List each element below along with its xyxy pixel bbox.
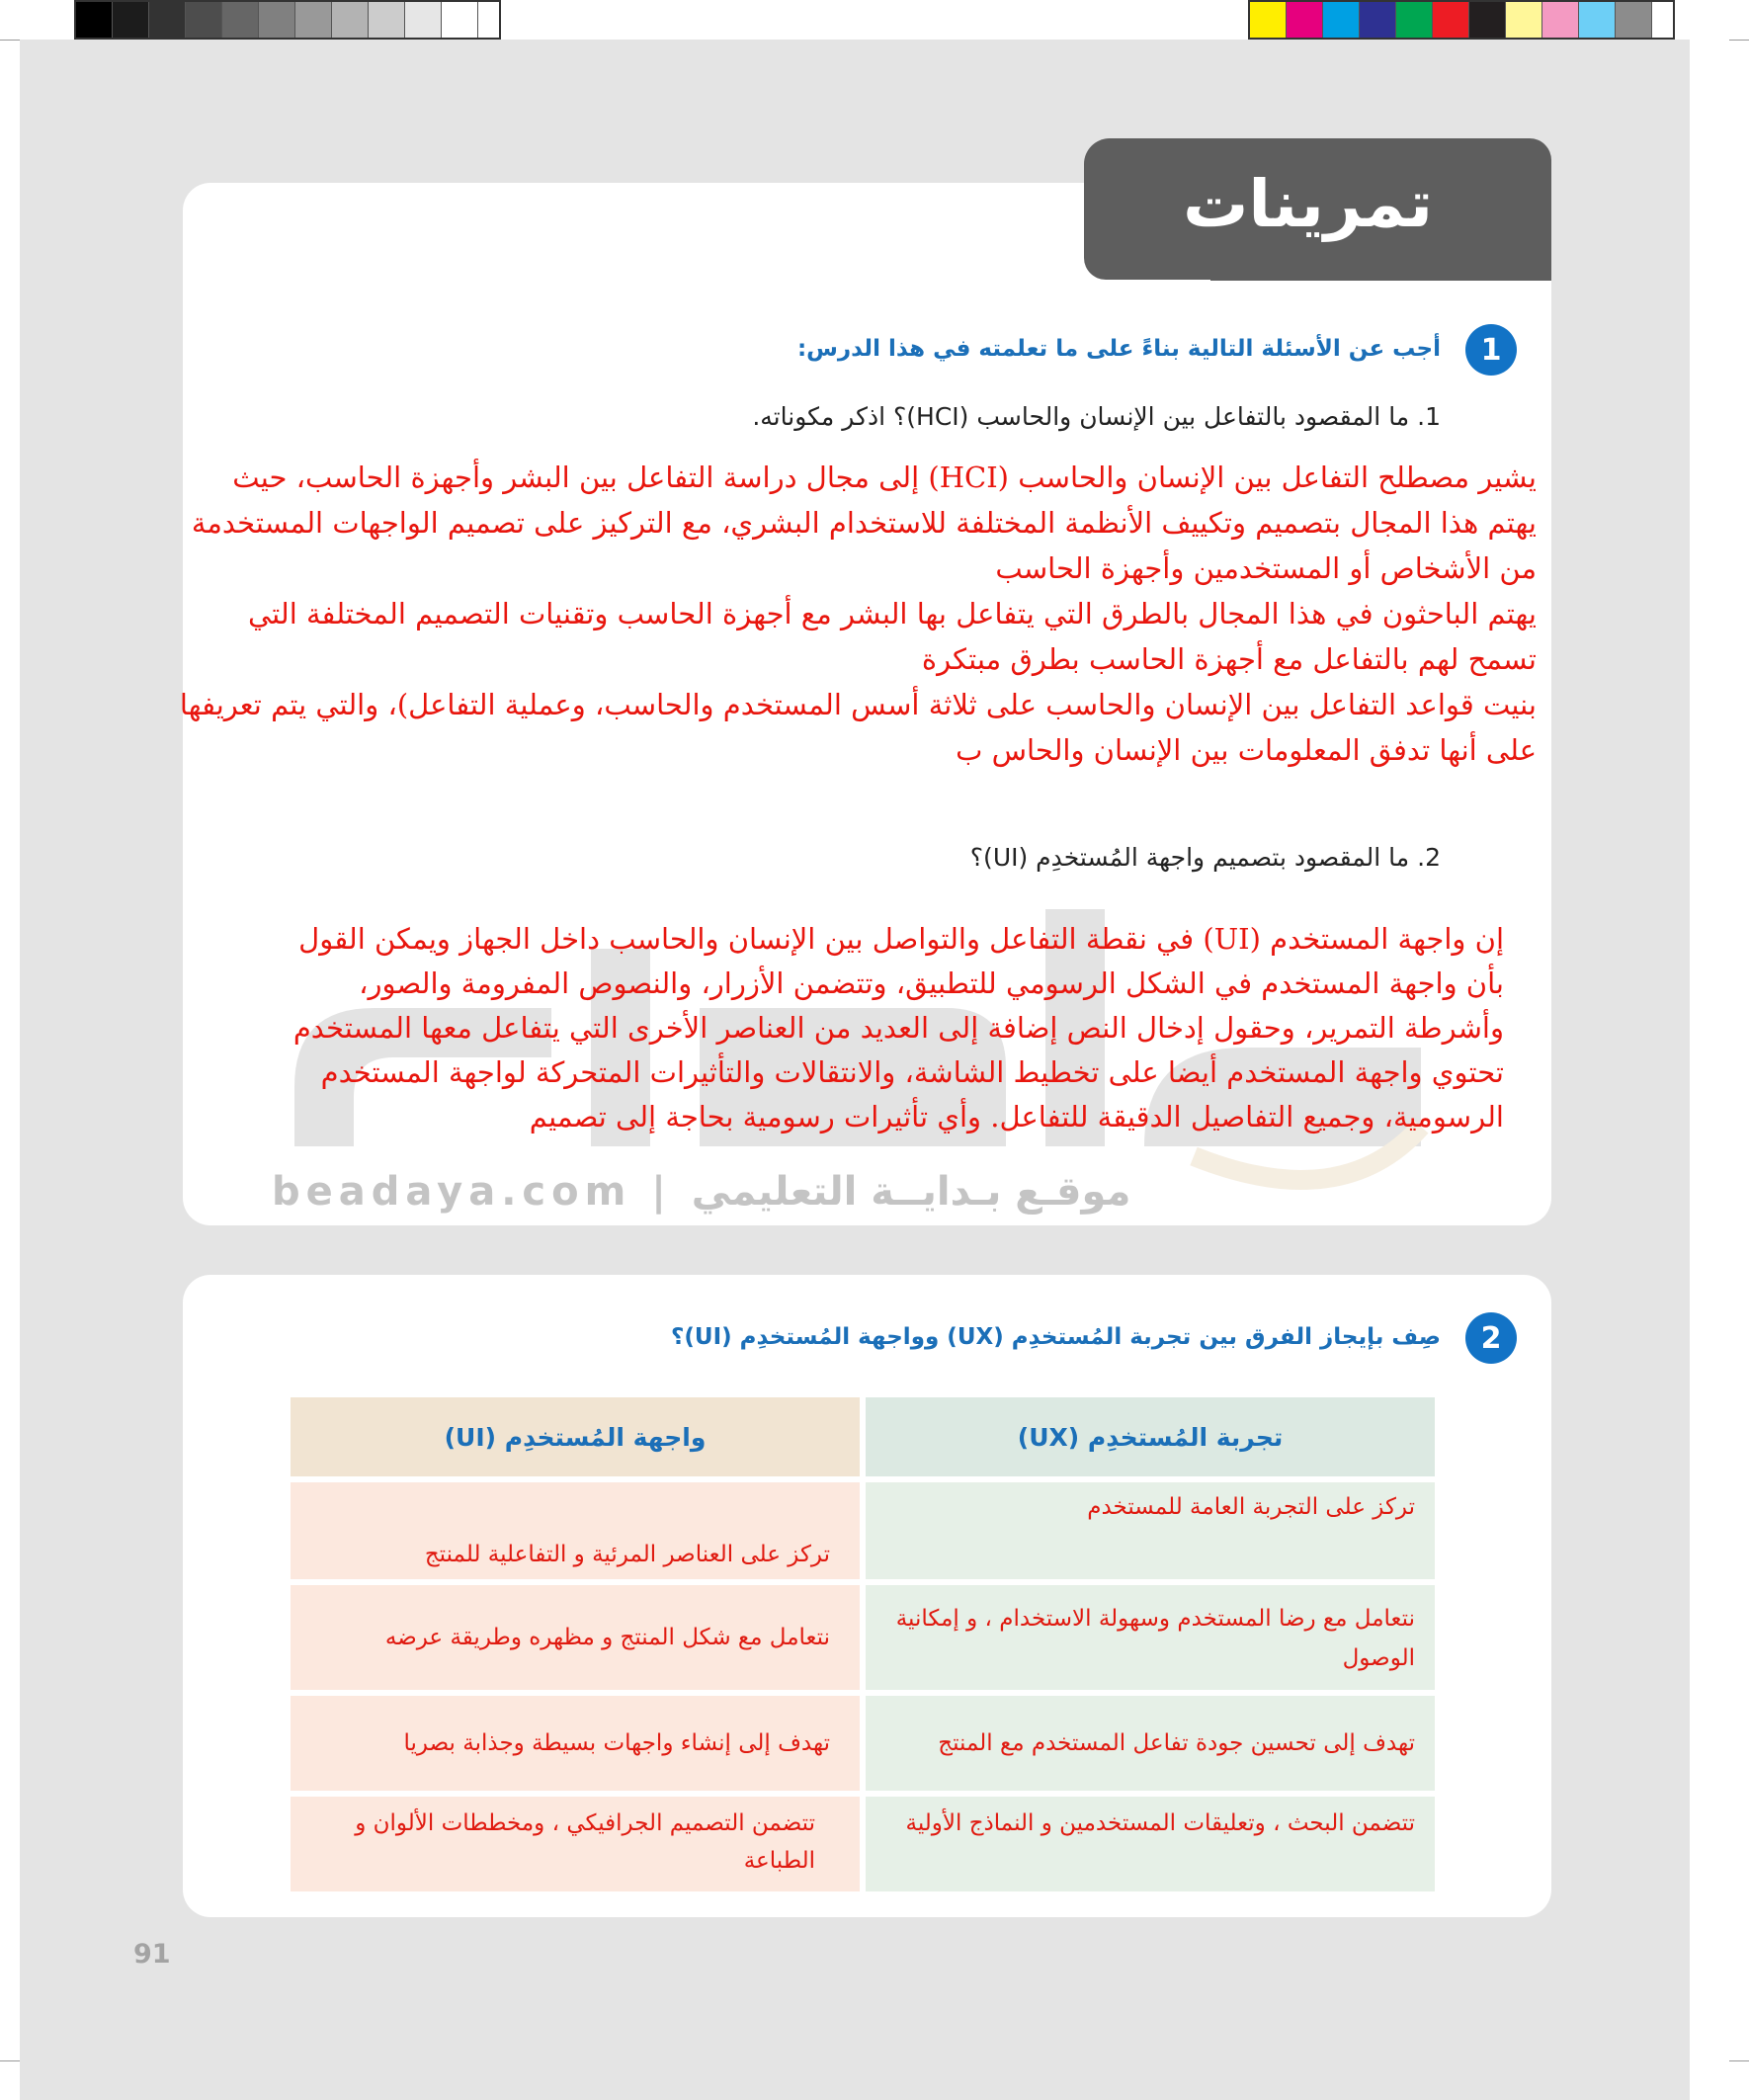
watermark-site-text: beadaya.com | موقـع بـدايــة التعليمي [272,1169,1131,1215]
crop-mark [1729,40,1749,41]
table-row [291,1797,1435,1891]
crop-mark [1729,2060,1749,2061]
crop-mark [0,2060,20,2061]
grayscale-calibration-bar [74,0,501,40]
exercise-2-instruction: صِف بإيجاز الفرق بين تجربة المُستخدِم (UX) وواجهة المُستخدِم (UI)؟ [671,1324,1441,1350]
answer-1-line: يهتم هذا المجال بتصميم وتكييف الأنظمة المختلفة للاستخدام البشري، مع التركيز على تصميم الواجهات المستخدمة [191,506,1537,540]
title-tab-notch [1210,271,1551,281]
answer-1-line: من الأشخاص أو المستخدمين وأجهزة الحاسب [995,551,1537,585]
ui-cell [291,1482,860,1579]
answer-2-line: وأشرطة التمرير، وحقول إدخال النص إضافة إلى العديد من العناصر الأخرى التي يتفاعل معها المستخدم [292,1011,1504,1045]
answer-1-line: على أنها تدفق المعلومات بين الإنسان والحاس ب [956,733,1537,767]
answer-2-line: إن واجهة المستخدم (UI) في نقطة التفاعل والتواصل بين الإنسان والحاسب داخل الجهاز ويمكن القول [298,922,1504,956]
answer-1-line: يهتم الباحثون في هذا المجال بالطرق التي يتفاعل بها البشر مع أجهزة الحاسب وتقنيات التصميم المختلفة التي [247,597,1537,630]
answer-1-line: تسمح لهم بالتفاعل مع أجهزة الحاسب بطرق مبتكرة [921,642,1537,676]
ui-cell: نتعامل مع شكل المنتج و مظهره وطريقة عرضه [291,1585,860,1690]
ux-cell: تتضمن البحث ، وتعليقات المستخدمين و النماذج الأولية [866,1797,1435,1891]
ui-cell: تتضمن التصميم الجرافيكي ، ومخططات الألوان و الطباعة [291,1797,860,1891]
ux-cell: تهدف إلى تحسين جودة تفاعل المستخدم مع المنتج [866,1696,1435,1791]
page-title: تمرينات [1183,166,1433,242]
answer-2-line: الرسومية، وجميع التفاصيل الدقيقة للتفاعل. وأي تأثيرات رسومية بحاجة إلى تصميم [529,1100,1504,1134]
page-number: 91 [133,1939,171,1970]
color-calibration-bar [1248,0,1675,40]
table-row [291,1482,1435,1579]
exercise-1-instruction: أجب عن الأسئلة التالية بناءً على ما تعلمته في هذا الدرس: [796,336,1441,362]
ui-cell: تهدف إلى إنشاء واجهات بسيطة وجذابة بصريا [291,1696,860,1791]
ui-cell-text: تركز على العناصر المرئية و التفاعلية للمنتج [424,1542,830,1567]
ux-cell: نتعامل مع رضا المستخدم وسهولة الاستخدام ، و إمكانية الوصول [866,1585,1435,1690]
title-tab [1084,138,1551,280]
table-row [291,1696,1435,1791]
crop-mark [0,40,20,41]
answer-1 [180,455,1537,773]
ux-column-header: تجربة المُستخدِم (UX) [866,1397,1435,1476]
ui-column-header: واجهة المُستخدِم (UI) [291,1397,860,1476]
answer-1-line: يشير مصطلح التفاعل بين الإنسان والحاسب (HCI) إلى مجال دراسة التفاعل بين البشر وأجهزة الحاسب، حيث [232,461,1537,494]
table-row [291,1585,1435,1690]
question-2: 2. ما المقصود بتصميم واجهة المُستخدِم (UI)؟ [969,843,1441,872]
answer-2-line: تحتوي واجهة المستخدم أيضا على تخطيط الشاشة، والانتقالات والتأثيرات المتحركة لواجهة المستخدم [320,1055,1504,1089]
ux-cell: تركز على التجربة العامة للمستخدم [866,1482,1435,1579]
table-header-row [291,1397,1435,1476]
question-1: 1. ما المقصود بالتفاعل بين الإنسان والحاسب (HCI)؟ اذكر مكوناته. [752,402,1441,431]
answer-2-line: بأن واجهة المستخدم في الشكل الرسومي للتطبيق، وتتضمن الأزرار، والنصوص المفرومة والصور، [359,966,1504,1000]
exercise-2-number-badge: 2 [1465,1312,1517,1364]
exercise-1-number-badge: 1 [1465,324,1517,376]
ux-ui-comparison-table [285,1391,1441,1897]
answer-2 [293,917,1504,1139]
answer-1-line: بنيت قواعد التفاعل بين الإنسان والحاسب على ثلاثة أسس المستخدم والحاسب، وعملية التفاعل)، والتي يتم تعريفها [179,688,1537,721]
